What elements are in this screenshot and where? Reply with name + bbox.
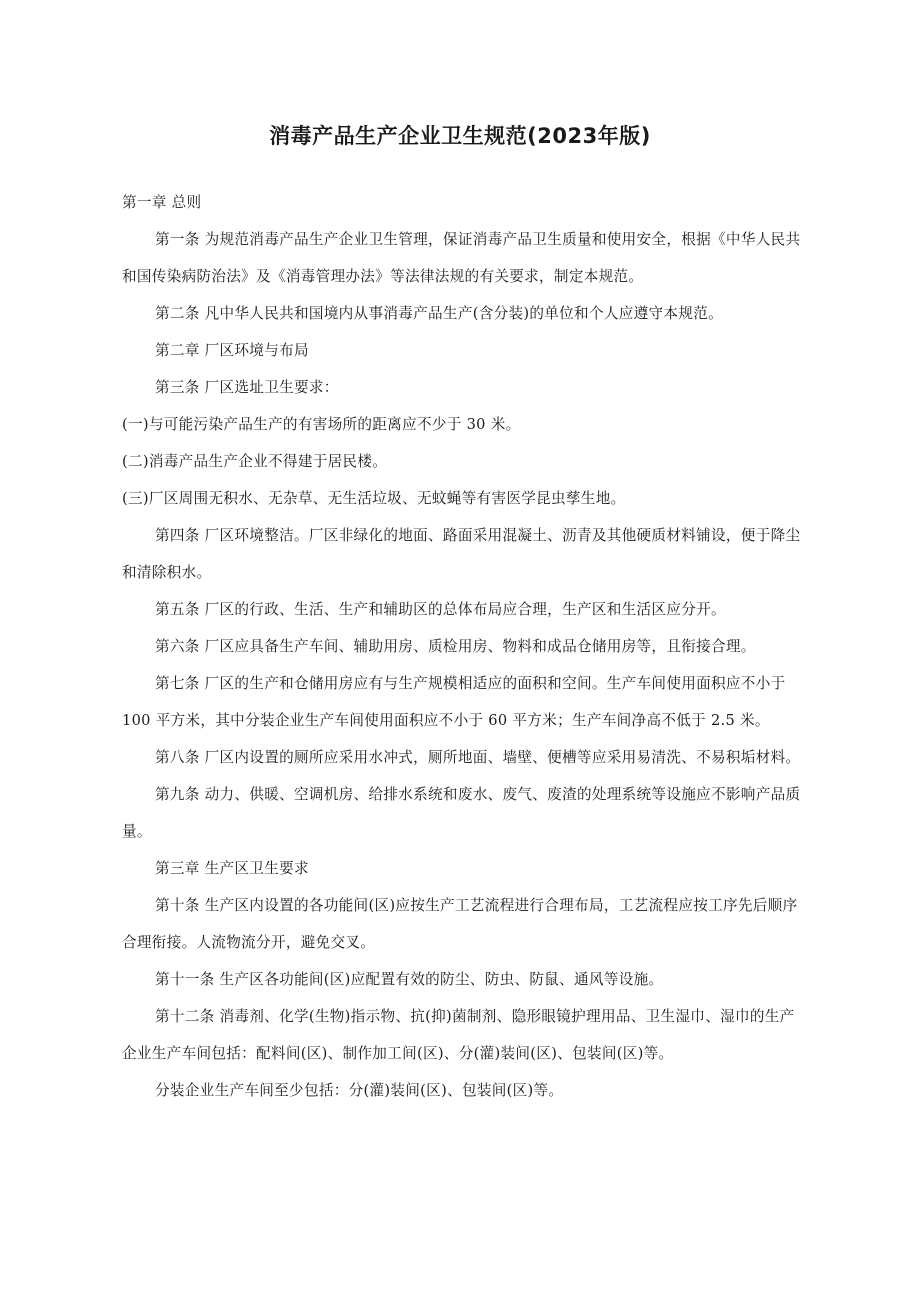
article-paragraph: 第十条 生产区内设置的各功能间(区)应按生产工艺流程进行合理布局，工艺流程应按工序先后顺序合理衔接。人流物流分开，避免交叉。 <box>122 897 798 951</box>
article-paragraph: 第二条 凡中华人民共和国境内从事消毒产品生产(含分装)的单位和个人应遵守本规范。 <box>155 305 723 322</box>
article-paragraph: 第十二条 消毒剂、化学(生物)指示物、抗(抑)菌制剂、隐形眼镜护理用品、卫生湿巾、湿巾的生产企业生产车间包括：配料间(区)、制作加工间(区)、分(灌)装间(区)、包装间(区)等。 <box>122 1008 795 1062</box>
list-item: (一)与可能污染产品生产的有害场所的距离应不少于 30 米。 <box>122 416 521 433</box>
chapter-heading: 第二章 厂区环境与布局 <box>155 342 309 359</box>
document-body <box>122 184 802 1109</box>
document-title: 消毒产品生产企业卫生规范(2023年版) <box>269 124 651 148</box>
article-paragraph: 分装企业生产车间至少包括：分(灌)装间(区)、包装间(区)等。 <box>155 1082 564 1099</box>
article-paragraph: 第七条 厂区的生产和仓储用房应有与生产规模相适应的面积和空间。生产车间使用面积应不小于 100 平方米，其中分装企业生产车间使用面积应不小于 60 平方米；生产车间净高不低于 2.5 米。 <box>122 675 786 729</box>
article-paragraph: 第八条 厂区内设置的厕所应采用水冲式，厕所地面、墙壁、便槽等应采用易清洗、不易积垢材料。 <box>155 749 801 766</box>
article-paragraph: 第四条 厂区环境整洁。厂区非绿化的地面、路面采用混凝土、沥青及其他硬质材料铺设，便于降尘和清除积水。 <box>122 527 801 581</box>
list-item: (三)厂区周围无积水、无杂草、无生活垃圾、无蚊蝇等有害医学昆虫孳生地。 <box>122 490 626 507</box>
article-paragraph: 第九条 动力、供暖、空调机房、给排水系统和废水、废气、废渣的处理系统等设施应不影响产品质量。 <box>122 786 801 840</box>
article-paragraph: 第一条 为规范消毒产品生产企业卫生管理，保证消毒产品卫生质量和使用安全，根据《中华人民共和国传染病防治法》及《消毒管理办法》等法律法规的有关要求，制定本规范。 <box>122 231 801 285</box>
chapter-heading: 第一章 总则 <box>122 194 202 211</box>
article-paragraph: 第三条 厂区选址卫生要求： <box>155 379 339 396</box>
article-paragraph: 第五条 厂区的行政、生活、生产和辅助区的总体布局应合理，生产区和生活区应分开。 <box>155 601 726 618</box>
list-item: (二)消毒产品生产企业不得建于居民楼。 <box>122 453 388 470</box>
chapter-heading: 第三章 生产区卫生要求 <box>155 860 309 877</box>
article-paragraph: 第十一条 生产区各功能间(区)应配置有效的防尘、防虫、防鼠、通风等设施。 <box>155 971 664 988</box>
article-paragraph: 第六条 厂区应具备生产车间、辅助用房、质检用房、物料和成品仓储用房等，且衔接合理。 <box>155 638 756 655</box>
